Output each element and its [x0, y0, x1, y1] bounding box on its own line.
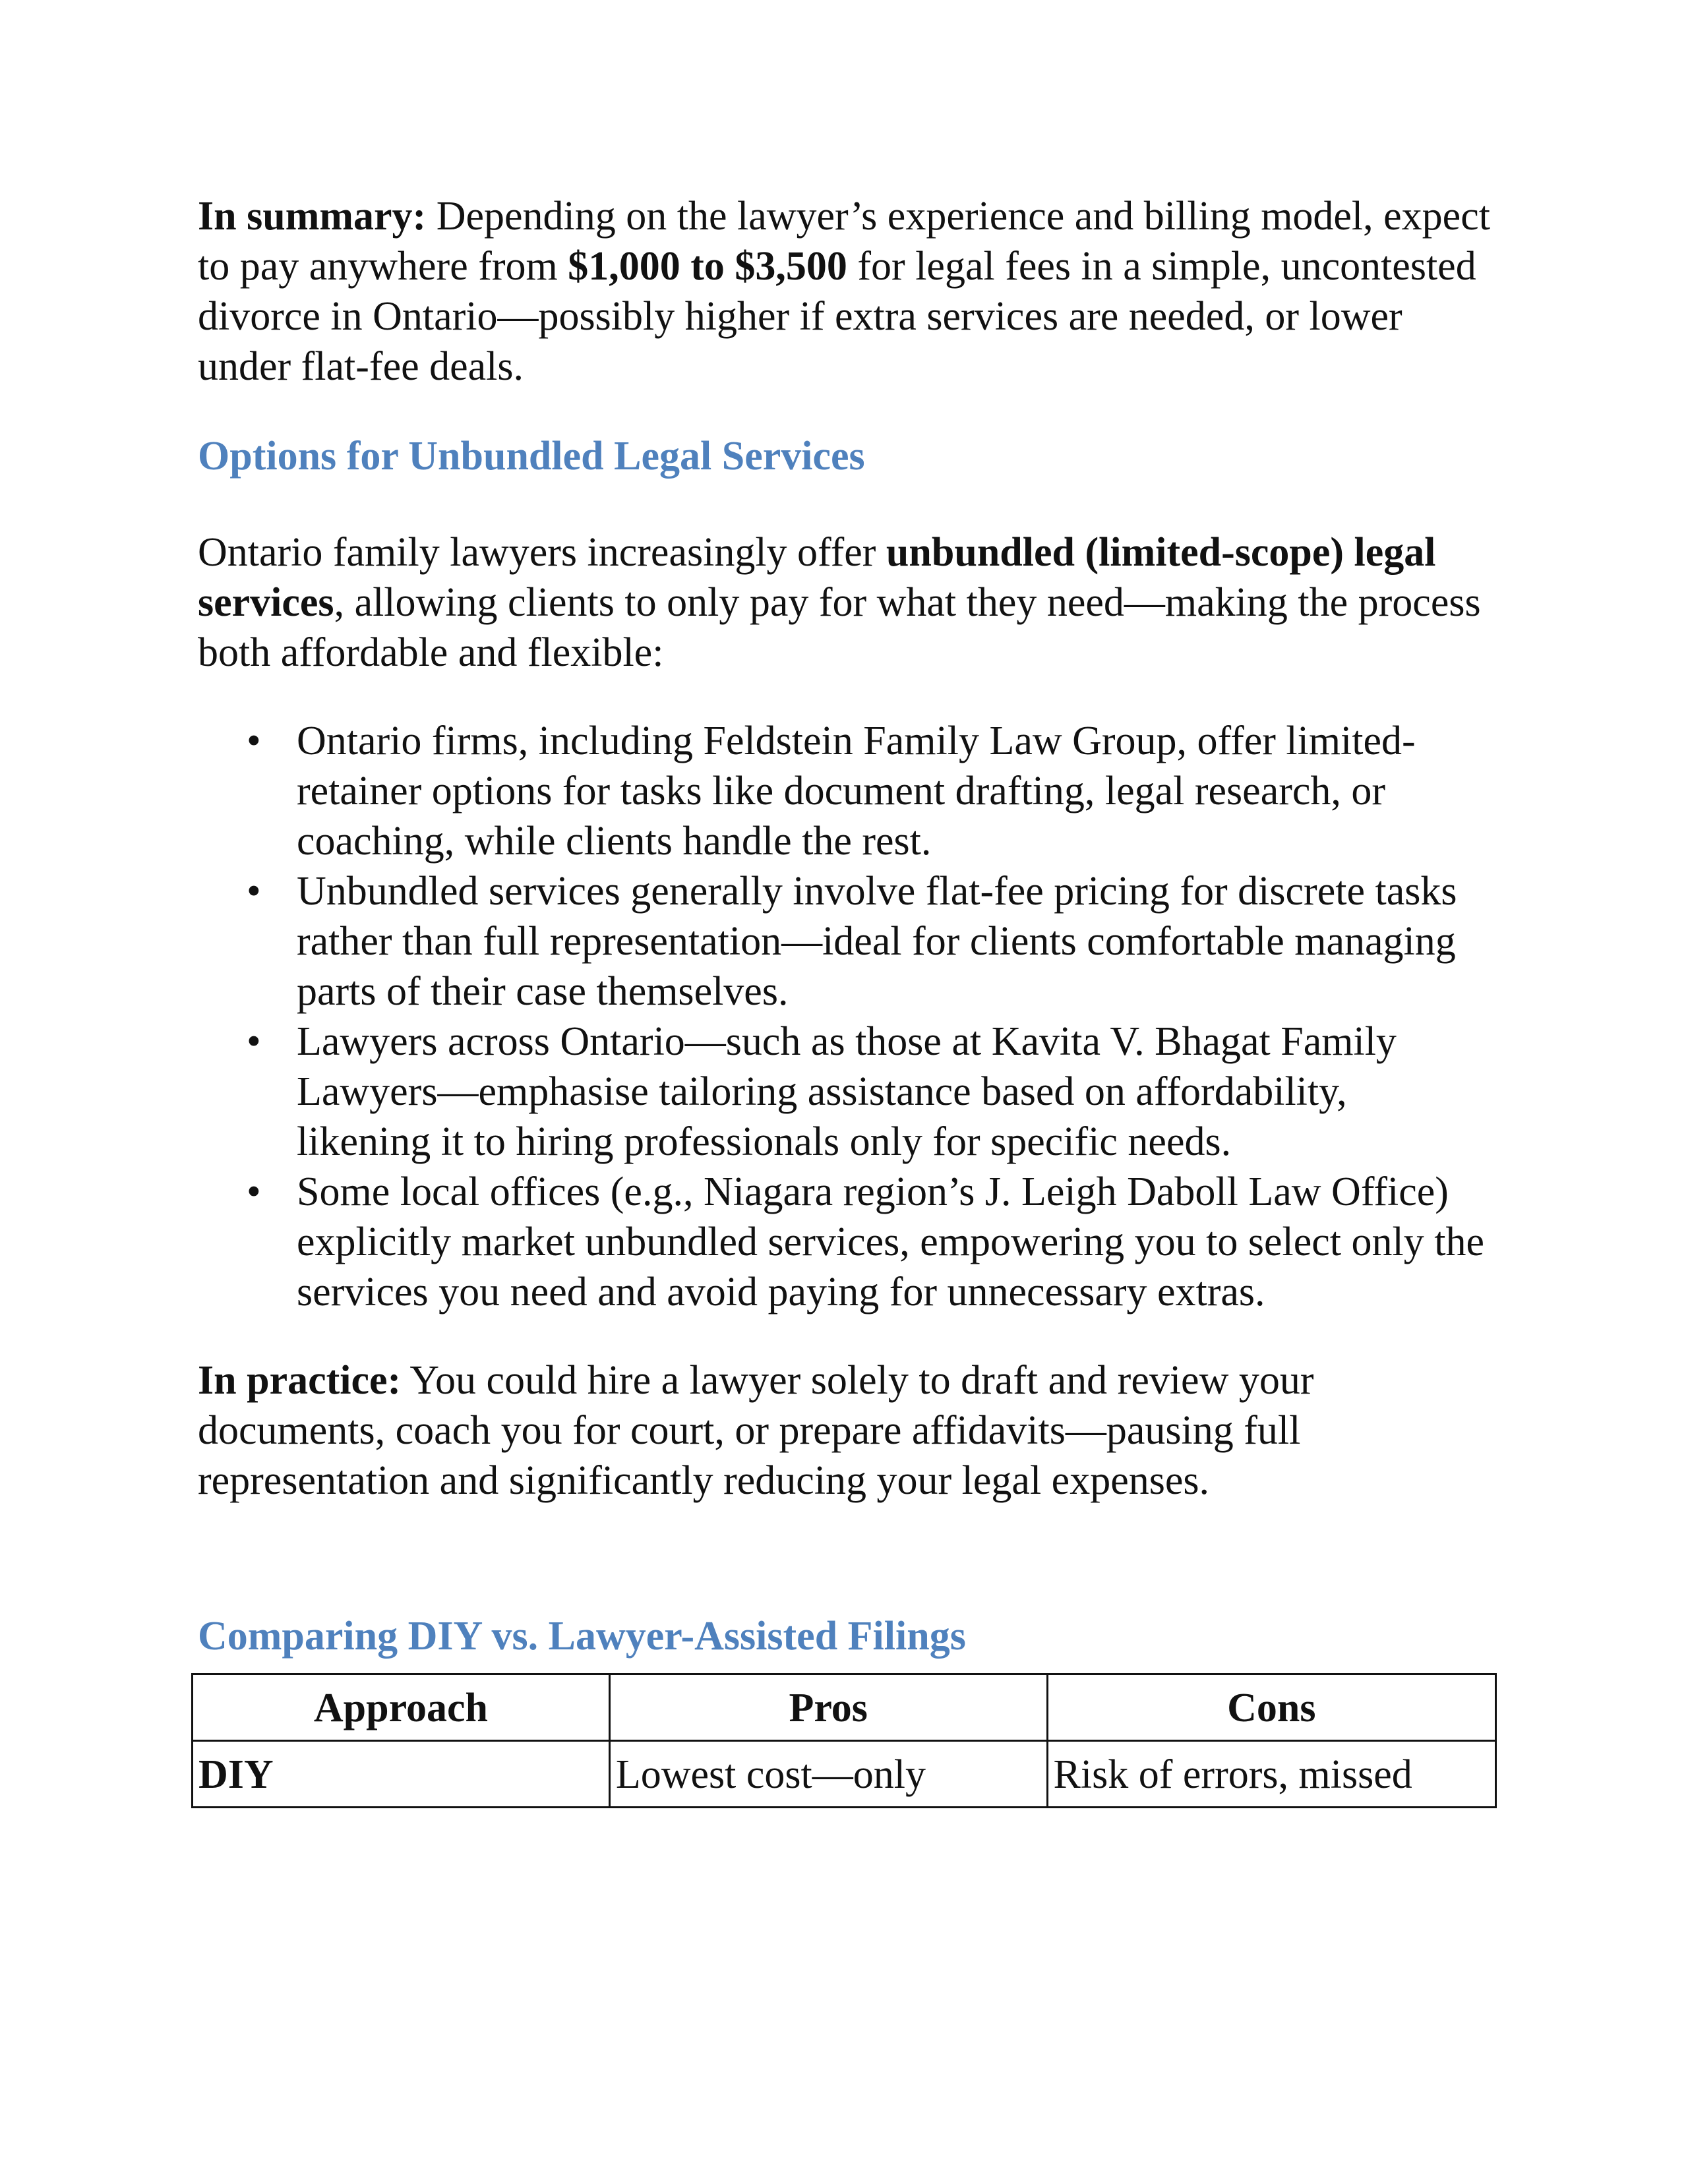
header-approach: Approach — [193, 1674, 610, 1741]
unbundled-bullet-list — [198, 716, 1490, 1317]
list-item-text: Ontario firms, including Feldstein Family Law Group, offer limited-retainer options for tasks like document drafting, legal research, or coaching, while clients handle the rest. — [297, 719, 1416, 864]
list-item-text: Some local offices (e.g., Niagara region’s J. Leigh Daboll Law Office) explicitly market unbundled services, empowering you to select only the services you need and avoid paying for unnecessary extras. — [297, 1169, 1484, 1314]
intro-text-start: Ontario family lawyers increasingly offer — [198, 530, 886, 575]
bullet-icon: • — [247, 719, 261, 763]
cell-approach — [193, 1741, 610, 1808]
comparison-table — [191, 1673, 1497, 1808]
summary-paragraph — [198, 191, 1490, 392]
table-row — [193, 1741, 1496, 1808]
practice-text: You could hire a lawyer solely to draft and review your documents, coach you for court, or prepare affidavits—pausing full representation and significantly reducing your legal expenses. — [198, 1358, 1314, 1503]
cell-pros: Lowest cost—only — [609, 1741, 1047, 1808]
intro-bold-term: unbundled (limited-scope) legal services — [198, 530, 1436, 625]
unbundled-intro-paragraph — [198, 527, 1490, 678]
summary-fee-range: $1,000 to $3,500 — [568, 244, 847, 289]
practice-label: In practice: — [198, 1358, 402, 1403]
bullet-icon: • — [247, 1019, 261, 1064]
summary-text-end: for legal fees in a simple, uncontested divorce in Ontario—possibly higher if extra services are needed, or lower under flat-fee deals. — [198, 244, 1476, 389]
cell-cons: Risk of errors, missed — [1047, 1741, 1495, 1808]
list-item — [198, 1167, 1490, 1317]
list-item-text: Unbundled services generally involve flat-fee pricing for discrete tasks rather than full representation—ideal for clients comfortable managing parts of their case themselves. — [297, 869, 1457, 1014]
header-cons: Cons — [1047, 1674, 1495, 1741]
header-pros: Pros — [609, 1674, 1047, 1741]
unbundled-services-heading: Options for Unbundled Legal Services — [198, 434, 865, 479]
list-item — [198, 1017, 1490, 1167]
list-item — [198, 866, 1490, 1017]
document-page — [198, 191, 1490, 1808]
list-item — [198, 716, 1490, 866]
comparison-heading: Comparing DIY vs. Lawyer-Assisted Filings — [198, 1614, 966, 1659]
summary-label: In summary: — [198, 194, 427, 239]
practice-paragraph — [198, 1355, 1490, 1506]
bullet-icon: • — [247, 1169, 261, 1214]
summary-text-start: Depending on the lawyer’s experience and billing model, expect to pay anywhere from — [198, 194, 1490, 289]
intro-text-end: , allowing clients to only pay for what they need—making the process both affordable and flexible: — [198, 580, 1481, 675]
bullet-icon: • — [247, 869, 261, 914]
list-item-text: Lawyers across Ontario—such as those at Kavita V. Bhagat Family Lawyers—emphasise tailoring assistance based on affordability, likening it to hiring professionals only for specific needs. — [297, 1019, 1397, 1164]
table-header-row — [193, 1674, 1496, 1741]
approach-label: DIY — [198, 1752, 274, 1797]
